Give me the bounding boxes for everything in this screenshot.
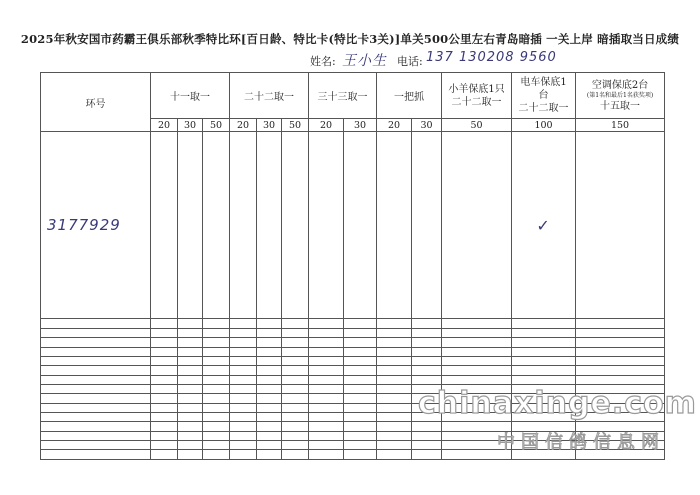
header-ebike-line2: 台 [538, 90, 549, 101]
entry-cell[interactable] [203, 413, 230, 422]
entry-cell[interactable] [412, 347, 442, 356]
ring-number: 3177929 [47, 216, 121, 235]
ring-cell[interactable] [41, 441, 151, 450]
entry-cell[interactable] [257, 384, 282, 393]
phone-value: 137 130208 9560 [426, 50, 557, 65]
subheader-value: 20 [309, 119, 344, 132]
entry-cell[interactable] [282, 347, 309, 356]
entry-cell[interactable] [282, 375, 309, 384]
ring-cell[interactable] [41, 384, 151, 393]
ring-cell[interactable] [41, 422, 151, 431]
entry-cell[interactable] [230, 384, 257, 393]
entry-cell[interactable] [344, 394, 377, 403]
entry-cell[interactable] [412, 356, 442, 365]
entry-cell[interactable] [203, 450, 230, 460]
subheader-value: 20 [151, 119, 178, 132]
entry-cell[interactable] [309, 338, 344, 347]
entry-cell[interactable] [257, 338, 282, 347]
entry-cell[interactable] [230, 328, 257, 337]
watermark-text: chinaxinge.com [418, 386, 697, 421]
entry-cell[interactable] [412, 375, 442, 384]
entry-cell[interactable] [309, 356, 344, 365]
entry-cell[interactable] [512, 132, 576, 319]
entry-cell[interactable] [257, 422, 282, 431]
subheader-value: 30 [178, 119, 203, 132]
entry-cell[interactable] [151, 441, 178, 450]
entry-cell[interactable] [412, 338, 442, 347]
entry-cell[interactable] [178, 413, 203, 422]
entry-cell[interactable] [412, 132, 442, 319]
entry-cell[interactable] [151, 319, 178, 328]
entry-cell[interactable] [151, 394, 178, 403]
entry-cell[interactable] [309, 422, 344, 431]
header-ac-line2: 十五取一 [600, 100, 641, 112]
header-group-all: 一把抓 [377, 73, 442, 119]
entry-cell[interactable] [257, 356, 282, 365]
entry-cell[interactable] [442, 319, 512, 328]
entry-cell[interactable] [512, 328, 576, 337]
entry-cell[interactable] [203, 375, 230, 384]
entry-cell[interactable] [282, 356, 309, 365]
entry-cell[interactable] [377, 431, 412, 440]
entry-cell[interactable] [203, 441, 230, 450]
entry-cell[interactable] [282, 319, 309, 328]
entry-cell[interactable] [257, 441, 282, 450]
entry-cell[interactable] [178, 366, 203, 375]
entry-cell[interactable] [512, 375, 576, 384]
header-ac-note: (第1名和最后1名获奖项) [586, 91, 654, 99]
entry-cell[interactable] [512, 319, 576, 328]
subheader-value: 30 [344, 119, 377, 132]
entry-cell[interactable] [178, 431, 203, 440]
ring-cell[interactable] [41, 431, 151, 440]
subheader-value: 30 [257, 119, 282, 132]
subheader-value: 20 [230, 119, 257, 132]
entry-cell[interactable] [257, 450, 282, 460]
entry-cell[interactable] [257, 413, 282, 422]
entry-cell[interactable] [230, 413, 257, 422]
table-row [41, 132, 665, 319]
entry-cell[interactable] [151, 366, 178, 375]
entry-cell[interactable] [344, 422, 377, 431]
entry-cell[interactable] [576, 347, 665, 356]
entry-cell[interactable] [344, 319, 377, 328]
entry-cell[interactable] [412, 319, 442, 328]
entry-cell[interactable] [230, 319, 257, 328]
header-sheep-line1: 小羊保底1只 [448, 83, 505, 95]
entry-cell[interactable] [203, 366, 230, 375]
entry-cell[interactable] [230, 394, 257, 403]
entry-cell[interactable] [151, 384, 178, 393]
table-row [41, 356, 665, 365]
watermark-subtext: 中国信鸽信息网 [497, 432, 665, 453]
entry-cell[interactable] [377, 450, 412, 460]
header-ebike-line3: 二十二取一 [518, 103, 569, 114]
table-row [41, 375, 665, 384]
entry-cell[interactable] [344, 413, 377, 422]
entry-cell[interactable] [230, 338, 257, 347]
entry-cell[interactable] [576, 338, 665, 347]
entry-cell[interactable] [309, 450, 344, 460]
entry-cell[interactable] [282, 328, 309, 337]
entry-cell[interactable] [412, 366, 442, 375]
entry-cell[interactable] [576, 319, 665, 328]
table-row [41, 366, 665, 375]
ring-cell[interactable] [41, 450, 151, 460]
entry-cell[interactable] [576, 132, 665, 319]
entry-cell[interactable] [344, 384, 377, 393]
entry-cell[interactable] [257, 328, 282, 337]
table-row [41, 338, 665, 347]
subheader-value: 30 [412, 119, 442, 132]
entry-cell[interactable] [344, 356, 377, 365]
entry-cell[interactable] [203, 394, 230, 403]
header-group-ac [576, 73, 665, 119]
entry-cell[interactable] [412, 422, 442, 431]
entry-cell[interactable] [442, 375, 512, 384]
entry-cell[interactable] [178, 394, 203, 403]
entry-cell[interactable] [151, 413, 178, 422]
entry-cell[interactable] [257, 403, 282, 412]
entry-cell[interactable] [442, 328, 512, 337]
entry-cell[interactable] [230, 366, 257, 375]
subheader-value: 50 [442, 119, 512, 132]
entry-cell[interactable] [344, 375, 377, 384]
entry-cell[interactable] [282, 441, 309, 450]
entry-cell[interactable] [178, 422, 203, 431]
header-group-ebike [512, 73, 576, 119]
entry-cell[interactable] [178, 356, 203, 365]
ring-cell[interactable] [41, 347, 151, 356]
entry-cell[interactable] [576, 328, 665, 337]
entry-cell[interactable] [151, 356, 178, 365]
entry-cell[interactable] [151, 328, 178, 337]
entry-cell[interactable] [178, 347, 203, 356]
entry-cell[interactable] [203, 403, 230, 412]
entry-cell[interactable] [230, 347, 257, 356]
header-ac-line1: 空调保底2台 [591, 79, 649, 91]
header-group-33: 三十三取一 [309, 73, 377, 119]
subheader-value: 100 [512, 119, 576, 132]
entry-cell[interactable] [377, 394, 412, 403]
entry-cell[interactable] [282, 132, 309, 319]
subheader-value: 50 [203, 119, 230, 132]
entry-cell[interactable] [203, 431, 230, 440]
header-group-sheep [442, 73, 512, 119]
entry-cell[interactable] [377, 328, 412, 337]
entry-cell[interactable] [344, 338, 377, 347]
entry-cell[interactable] [230, 441, 257, 450]
subheader-value: 50 [282, 119, 309, 132]
entry-cell[interactable] [203, 347, 230, 356]
entry-cell[interactable] [344, 328, 377, 337]
entry-cell[interactable] [442, 132, 512, 319]
entry-cell[interactable] [151, 422, 178, 431]
entry-cell[interactable] [309, 366, 344, 375]
entry-cell[interactable] [203, 384, 230, 393]
subheader-value: 20 [377, 119, 412, 132]
header-sheep-line2: 二十二取一 [451, 96, 502, 108]
entry-cell[interactable] [203, 356, 230, 365]
entry-cell[interactable] [151, 450, 178, 460]
entry-cell[interactable] [178, 384, 203, 393]
entry-cell[interactable] [178, 375, 203, 384]
entry-cell[interactable] [442, 366, 512, 375]
entry-cell[interactable] [178, 403, 203, 412]
ring-cell[interactable] [41, 366, 151, 375]
table-row [41, 319, 665, 328]
subheader-value: 150 [576, 119, 665, 132]
entry-cell[interactable] [230, 132, 257, 319]
ring-cell[interactable] [41, 319, 151, 328]
ring-cell[interactable] [41, 413, 151, 422]
entry-cell[interactable] [344, 431, 377, 440]
entry-cell[interactable] [309, 347, 344, 356]
entry-cell[interactable] [282, 422, 309, 431]
ring-cell[interactable] [41, 328, 151, 337]
entry-cell[interactable] [377, 347, 412, 356]
entry-cell[interactable] [309, 431, 344, 440]
form-title: 2025年秋安国市药霸王俱乐部秋季特比环[百日龄、特比卡(特比卡3关)]单关500公里左右青岛暗插 一关上岸 暗插取当日成绩 [20, 32, 680, 46]
ring-cell[interactable] [41, 403, 151, 412]
entry-cell[interactable] [377, 413, 412, 422]
entry-cell[interactable] [377, 132, 412, 319]
header-group-22: 二十二取一 [230, 73, 309, 119]
entry-cell[interactable] [344, 403, 377, 412]
entry-cell[interactable] [309, 441, 344, 450]
entry-cell[interactable] [412, 328, 442, 337]
entry-cell[interactable] [230, 356, 257, 365]
entry-cell[interactable] [512, 338, 576, 347]
entry-cell[interactable] [282, 403, 309, 412]
entry-cell[interactable] [377, 338, 412, 347]
entry-cell[interactable] [282, 384, 309, 393]
entry-cell[interactable] [282, 338, 309, 347]
entry-cell[interactable] [377, 366, 412, 375]
entry-cell[interactable] [344, 450, 377, 460]
entry-cell[interactable] [151, 431, 178, 440]
entry-cell[interactable] [377, 422, 412, 431]
entry-cell[interactable] [230, 431, 257, 440]
entry-cell[interactable] [151, 338, 178, 347]
header-ring: 环号 [41, 73, 151, 132]
entry-cell[interactable] [377, 375, 412, 384]
entry-cell[interactable] [282, 431, 309, 440]
entry-cell[interactable] [257, 431, 282, 440]
entry-cell[interactable] [442, 338, 512, 347]
entry-cell[interactable] [178, 319, 203, 328]
ring-cell[interactable] [41, 132, 151, 319]
header-ebike-line1: 电车保底1 [520, 77, 567, 88]
ring-cell[interactable] [41, 394, 151, 403]
entry-cell[interactable] [178, 328, 203, 337]
entry-cell[interactable] [377, 384, 412, 393]
ring-cell[interactable] [41, 356, 151, 365]
entry-cell[interactable] [178, 441, 203, 450]
entry-cell[interactable] [344, 132, 377, 319]
entry-cell[interactable] [230, 403, 257, 412]
ring-cell[interactable] [41, 375, 151, 384]
entry-cell[interactable] [230, 422, 257, 431]
entry-cell[interactable] [442, 356, 512, 365]
entry-cell[interactable] [412, 431, 442, 440]
entry-cell[interactable] [203, 319, 230, 328]
entry-cell[interactable] [309, 384, 344, 393]
entry-cell[interactable] [309, 328, 344, 337]
entry-cell[interactable] [344, 366, 377, 375]
table-row [41, 347, 665, 356]
entry-cell[interactable] [576, 375, 665, 384]
entry-cell[interactable] [377, 403, 412, 412]
entry-cell[interactable] [230, 450, 257, 460]
entry-cell[interactable] [203, 422, 230, 431]
name-label: 姓名: [310, 55, 336, 68]
entry-cell[interactable] [257, 132, 282, 319]
entry-cell[interactable] [178, 338, 203, 347]
check-mark-icon: ✓ [536, 215, 551, 235]
entry-cell[interactable] [282, 450, 309, 460]
entry-cell[interactable] [257, 394, 282, 403]
entry-cell[interactable] [257, 347, 282, 356]
entry-cell[interactable] [512, 366, 576, 375]
entry-cell[interactable] [282, 413, 309, 422]
entry-cell[interactable] [309, 394, 344, 403]
entry-cell[interactable] [377, 319, 412, 328]
header-group-11: 十一取一 [151, 73, 230, 119]
entry-cell[interactable] [344, 347, 377, 356]
table-row [41, 328, 665, 337]
entry-cell[interactable] [257, 366, 282, 375]
entry-cell[interactable] [412, 441, 442, 450]
entry-cell[interactable] [512, 347, 576, 356]
entry-cell[interactable] [203, 338, 230, 347]
ring-cell[interactable] [41, 338, 151, 347]
entry-cell[interactable] [257, 319, 282, 328]
entry-cell[interactable] [576, 366, 665, 375]
entry-cell[interactable] [344, 441, 377, 450]
entry-cell[interactable] [257, 375, 282, 384]
phone-label: 电话: [397, 55, 423, 68]
entry-cell[interactable] [178, 132, 203, 319]
entry-cell[interactable] [203, 328, 230, 337]
entry-cell[interactable] [412, 450, 442, 460]
name-value: 王小生 [342, 53, 387, 69]
entry-cell[interactable] [512, 356, 576, 365]
entry-cell[interactable] [309, 403, 344, 412]
entry-cell[interactable] [309, 413, 344, 422]
entry-cell[interactable] [309, 375, 344, 384]
entry-cell[interactable] [178, 450, 203, 460]
entry-cell[interactable] [151, 132, 178, 319]
entry-cell[interactable] [377, 441, 412, 450]
entry-cell[interactable] [282, 366, 309, 375]
entry-cell[interactable] [309, 132, 344, 319]
entry-cell[interactable] [282, 394, 309, 403]
entry-cell[interactable] [151, 375, 178, 384]
entry-cell[interactable] [230, 375, 257, 384]
entry-cell[interactable] [442, 347, 512, 356]
entry-cell[interactable] [309, 319, 344, 328]
entry-cell[interactable] [203, 132, 230, 319]
entry-cell[interactable] [151, 347, 178, 356]
entry-cell[interactable] [377, 356, 412, 365]
entry-cell[interactable] [576, 356, 665, 365]
entry-cell[interactable] [151, 403, 178, 412]
